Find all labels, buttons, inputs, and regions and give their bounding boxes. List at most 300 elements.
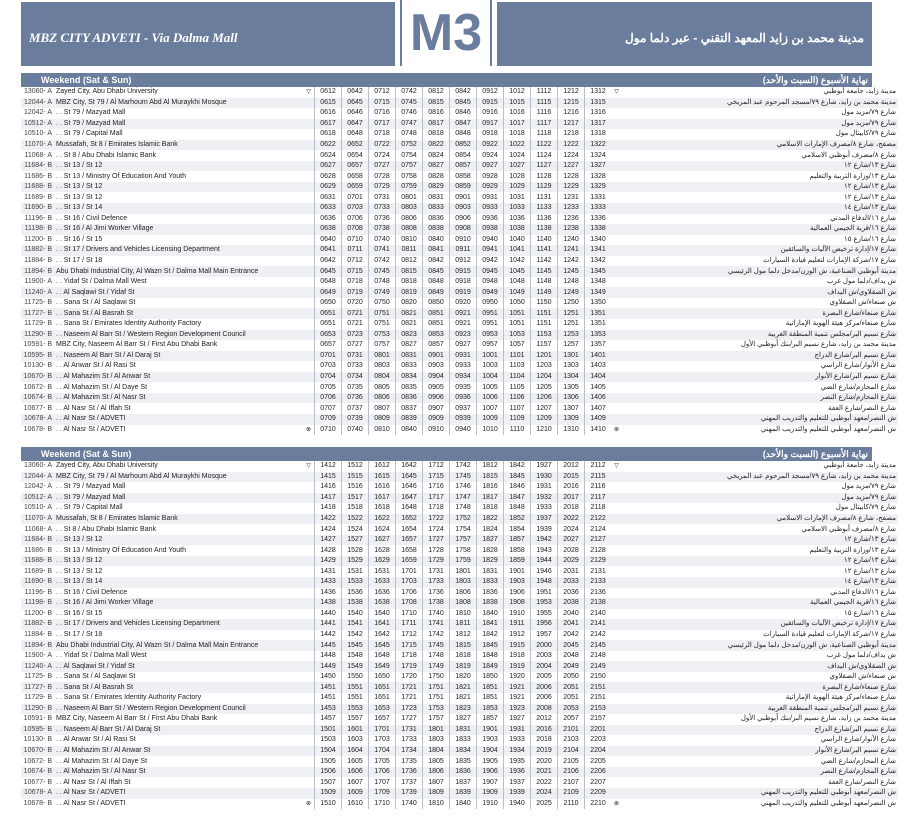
table-row [21,129,898,140]
departure-time: 1301 [558,351,585,362]
route-number: M3 [400,0,492,66]
stop-name-en: . . St 13 / St 12 [54,182,303,193]
departure-time: 0928 [477,171,504,182]
departure-time: 1645 [396,472,423,483]
departure-time: 1510 [315,799,342,810]
departure-time: 1110 [504,425,531,436]
departure-time: 1712 [423,461,450,472]
stop-flag-icon [611,129,622,140]
departure-time: 0739 [342,414,369,425]
departure-time: 1529 [342,556,369,567]
departure-time: 1740 [396,799,423,810]
departure-time: 0729 [369,182,396,193]
stop-flag-icon [303,119,315,130]
departure-time: 1303 [558,361,585,372]
departure-time: 1910 [504,609,531,620]
departure-time: 0748 [396,129,423,140]
stop-flag-icon [611,693,622,704]
table-row [21,235,898,246]
departure-time: 0750 [369,298,396,309]
departure-time: 0927 [450,340,477,351]
departure-time: 1838 [477,598,504,609]
departure-time: 0920 [450,298,477,309]
departure-time: 1422 [315,514,342,525]
departure-time: 2045 [558,640,585,651]
table-row [21,319,898,330]
departure-time: 1029 [504,182,531,193]
departure-time: 0806 [396,214,423,225]
departure-time: 1909 [477,788,504,799]
departure-time: 1858 [504,545,531,556]
departure-time: 0936 [450,393,477,404]
departure-time: 0642 [315,256,342,267]
stop-flag-icon [611,735,622,746]
departure-time: 0731 [342,351,369,362]
departure-time: 1901 [477,725,504,736]
stop-name-ar: مدينة محمد بن زايد، شارع نسيم البر/بنك أبوظبي الأول [740,341,896,349]
stop-flag-icon [611,714,622,725]
stop-name-en: . . Al Anwar St / Al Rasi St [56,736,136,744]
departure-time: 1429 [315,556,342,567]
departure-time: 1653 [369,704,396,715]
departure-time: 1322 [585,140,612,151]
departure-time: 1251 [558,308,585,319]
stop-flag-icon: ▽ [614,463,619,470]
departure-time: 1128 [531,171,558,182]
departure-time: 0824 [423,150,450,161]
departure-time: 0901 [450,192,477,203]
departure-time: 1603 [342,735,369,746]
departure-time: 1306 [558,393,585,404]
departure-time: 1939 [531,524,558,535]
departure-time: 0751 [369,308,396,319]
stop-name-en: . . Al Nasr St / Al Iffah St [56,778,131,786]
departure-time: 1053 [504,330,531,341]
table-row [21,298,898,309]
stop-flag-icon [303,277,315,288]
departure-time: 0806 [369,393,396,404]
departure-time: 0647 [342,119,369,130]
departure-time: 1910 [477,799,504,810]
table-row [21,277,898,288]
departure-time: 2027 [558,535,585,546]
departure-time: 2053 [558,704,585,715]
stop-flag-icon [303,150,315,161]
departure-time: 0847 [450,119,477,130]
departure-time: 2057 [558,714,585,725]
departure-time: 1210 [531,425,558,436]
departure-time: 0735 [342,382,369,393]
stop-flag-icon [303,403,315,414]
departure-time: 1245 [558,266,585,277]
stop-name-ar: شارع صنعاء/شارع البصرة [622,682,898,693]
stop-name-en: . . St 13 / St 12 [54,535,303,546]
departure-time: 0737 [342,403,369,414]
departure-time: 1317 [585,119,612,130]
stop-flag-icon [611,393,622,404]
departure-time: 1937 [531,514,558,525]
departure-time: 1641 [369,619,396,630]
departure-time: 0641 [315,245,342,256]
stop-name-en: . . St 79 / Capital Mall [56,130,123,138]
departure-time: 0742 [396,87,423,98]
departure-time: 0851 [423,308,450,319]
departure-time: 0707 [315,403,342,414]
departure-time: 1710 [369,799,396,810]
table-row [21,545,898,556]
departure-time: 0738 [369,224,396,235]
departure-time: 1716 [423,482,450,493]
departure-time: 0810 [369,425,396,436]
stop-name-en: . . Al Anwar St / Al Rasi St [56,362,136,370]
stop-name-en: . . St 16 / Civil Defence [56,214,128,222]
departure-time: 1216 [558,108,585,119]
departure-time: 0631 [315,192,342,203]
departure-time: 0940 [450,425,477,436]
stop-code: 10595- B [21,725,54,736]
departure-time: 2008 [531,704,558,715]
stop-flag-icon [611,414,622,425]
table-row [21,414,898,425]
departure-time: 0906 [423,393,450,404]
stop-code: 10678- B [23,425,52,433]
departure-time: 1115 [531,98,558,109]
departure-time: 1859 [504,556,531,567]
table-row [21,746,898,757]
departure-time: 1118 [531,129,558,140]
departure-time: 1201 [531,351,558,362]
stop-name-ar: مدينة أبوظبي الصناعية، ش الوزن/مدخل دلما مول الرئيسي [622,266,898,277]
departure-time: 1415 [315,472,342,483]
departure-time: 1249 [558,287,585,298]
departure-time: 1327 [585,161,612,172]
departure-time: 1631 [369,566,396,577]
stop-code: 10678- A [21,788,54,799]
departure-time: 0722 [369,140,396,151]
stop-flag-icon [611,403,622,414]
departure-time: 1646 [396,482,423,493]
departure-time: 1751 [423,693,450,704]
table-row [21,361,898,372]
departure-time: 1753 [423,704,450,715]
departure-time: 2106 [558,767,585,778]
departure-time: 1038 [504,224,531,235]
stop-flag-icon [303,308,315,319]
table-row [21,640,898,651]
stop-flag-icon [611,382,622,393]
stop-name-ar: شارع نسيم البر/شارع الأنوار [622,746,898,757]
departure-time: 0933 [450,361,477,372]
departure-time: 1324 [585,150,612,161]
departure-time: 1150 [531,298,558,309]
stop-code: 11689- B [24,567,52,575]
timetable-section-2 [21,447,896,809]
departure-time: 1505 [315,756,342,767]
departure-time: 1517 [342,493,369,504]
departure-time: 0645 [315,266,342,277]
stop-name-ar: شارع نسيم البر/شارع الدراج [622,725,898,736]
departure-time: 1746 [450,482,477,493]
table-row [21,140,898,151]
departure-time: 0950 [477,298,504,309]
departure-time: 0835 [396,382,423,393]
stop-flag-icon [611,330,622,341]
departure-time: 0745 [369,266,396,277]
stop-code: 11690- B [21,203,54,214]
departure-time: 1253 [558,330,585,341]
departure-time: 1908 [504,598,531,609]
departure-time: 2051 [558,693,585,704]
departure-time: 1747 [450,493,477,504]
stop-code: 11727- B [21,308,54,319]
departure-time: 1610 [342,799,369,810]
departure-time: 1710 [396,609,423,620]
stop-flag-icon [303,382,315,393]
departure-time: 1823 [450,704,477,715]
departure-time: 1403 [585,361,612,372]
departure-time: 1141 [531,245,558,256]
departure-time: 1815 [477,472,504,483]
departure-time: 2031 [558,566,585,577]
stop-name-ar: مدينة محمد بن زايد، شارع ٧٩/مسجد المرحوم عبد المريخي [622,98,898,109]
departure-time: 1923 [504,704,531,715]
stop-name-en: . . Sana St / Emirates Identity Authority Factory [56,320,202,328]
departure-time: 1504 [315,746,342,757]
departure-time: 1450 [315,672,342,683]
departure-time: 1628 [369,545,396,556]
stop-name-ar: مدينة محمد بن زايد، شارع ٧٩/مسجد المرحوم عبد المريخي [622,472,898,483]
departure-time: 0857 [423,340,450,351]
departure-time: 1105 [504,382,531,393]
departure-time: 2110 [558,799,585,810]
departure-time: 0708 [342,224,369,235]
stop-name-ar: شارع ١٧/شركة الإمارات لتعليم قيادة السيارات [763,257,896,265]
departure-time: 0929 [477,182,504,193]
stop-name-ar: ش يداف/دلما مول غرب [826,652,896,660]
departure-time: 1250 [558,298,585,309]
stop-name-en: . . Al Mahazim St / Al Anwar St [54,372,303,383]
departure-time: 2136 [585,588,612,599]
table-row [21,472,898,483]
departure-time: 1142 [531,256,558,267]
departure-time: 1719 [396,661,423,672]
stop-flag-icon [303,319,315,330]
departure-time: 2029 [558,556,585,567]
departure-time: 1636 [369,588,396,599]
departure-time: 1448 [315,651,342,662]
stop-flag-icon [611,287,622,298]
stop-name-ar: شارع ١٣/وزارة التربية والتعليم [809,546,896,554]
departure-time: 1509 [315,788,342,799]
departure-time: 1601 [342,725,369,736]
departure-time: 1236 [558,214,585,225]
departure-time: 1553 [342,704,369,715]
departure-time: 0758 [396,171,423,182]
departure-time: 1734 [396,746,423,757]
departure-time: 1934 [504,746,531,757]
stop-flag-icon [611,182,622,193]
table-row [21,598,898,609]
departure-time: 0804 [369,372,396,383]
stop-flag-icon [611,609,622,620]
departure-time: 1538 [342,598,369,609]
departure-time: 1638 [369,598,396,609]
departure-time: 1157 [531,340,558,351]
stop-code: 11070- A [21,514,54,525]
departure-time: 1809 [423,788,450,799]
departure-time: 1822 [477,514,504,525]
stop-code: 12044- A [21,98,54,109]
departure-time: 1904 [477,746,504,757]
departure-time: 0909 [423,414,450,425]
section-header-bar [21,73,872,87]
departure-time: 0845 [450,98,477,109]
departure-time: 1749 [423,661,450,672]
stop-name-en: . . Naseem Al Barr St / Al Daraj St [54,725,303,736]
departure-time: 1827 [477,535,504,546]
stop-flag-icon [611,514,622,525]
stop-name-en: . . St 13 / Ministry Of Education And Youth [56,172,186,180]
departure-time: 1018 [504,129,531,140]
departure-time: 2000 [531,640,558,651]
departure-time: 2104 [558,746,585,757]
departure-time: 1957 [531,630,558,641]
stop-name-en: . . St 79 / Mazyad Mall [56,109,126,117]
stop-flag-icon [303,214,315,225]
stop-flag-icon [303,414,315,425]
departure-time: 2131 [585,566,612,577]
stop-flag-icon [611,351,622,362]
departure-time: 0951 [477,308,504,319]
stop-name-en: . . St 79 / Mazyad Mall [54,119,303,130]
stop-name-ar: مدينة محمد بن زايد، شارع نسيم البر/بنك أبوظبي الأول [740,715,896,723]
stop-name-en: Zayed City, Abu Dhabi University [56,462,158,470]
stop-flag-icon [303,361,315,372]
departure-time: 1318 [585,129,612,140]
stop-code: 10512- A [21,119,54,130]
departure-time: 1406 [585,393,612,404]
stop-name-en: . . Al Nasr St / ADVETI [56,799,126,807]
stop-name-en: Zayed City, Abu Dhabi University [56,88,158,96]
departure-time: 0852 [450,140,477,151]
stop-flag-icon [611,203,622,214]
departure-time: 0624 [315,150,342,161]
departure-time: 0615 [315,98,342,109]
stop-name-en: MBZ City, St 79 / Al Marhoum Abd Al Muraykhi Mosque [54,98,303,109]
stop-code: 11686- B [24,546,52,554]
stop-flag-icon [303,482,315,493]
departure-time: 0953 [477,330,504,341]
stop-code: 10674- B [21,767,54,778]
departure-time: 0910 [423,425,450,436]
departure-time: 0924 [477,150,504,161]
stop-flag-icon [303,535,315,546]
departure-time: 2142 [585,630,612,641]
departure-time: 0645 [342,98,369,109]
departure-time: 1759 [450,556,477,567]
timetable [21,461,898,809]
departure-time: 0638 [315,224,342,235]
departure-time: 1735 [396,756,423,767]
stop-flag-icon [611,224,622,235]
stop-name-en: . . St 8 / Abu Dhabi Islamic Bank [56,151,156,159]
departure-time: 1706 [396,588,423,599]
stop-name-en: . . St 16 / St 15 [56,609,103,617]
header-title-en: MBZ CITY ADVETI - Via Dalma Mall [29,30,238,45]
stop-flag-icon [611,746,622,757]
departure-time: 1840 [450,799,477,810]
stop-code: 10130- B [23,362,52,370]
departure-time: 1442 [315,630,342,641]
departure-time: 1739 [396,788,423,799]
table-row [21,609,898,620]
stop-flag-icon [611,767,622,778]
stop-name-ar: شارع ١٣/شارع ١٤ [622,203,898,214]
departure-time: 1848 [477,651,504,662]
stop-flag-icon [611,245,622,256]
stop-name-ar: شارع ١٦/قرية الجيمي العمالية [622,224,898,235]
departure-time: 0957 [477,340,504,351]
departure-time: 0727 [342,340,369,351]
departure-time: 0648 [315,277,342,288]
stop-flag-icon [611,214,622,225]
stop-name-en: . . St 16 / Civil Defence [56,588,128,596]
stop-code: 11196- B [24,588,52,596]
stop-flag-icon [611,661,622,672]
departure-time: 1733 [396,735,423,746]
stop-code: 11882- B [21,619,54,630]
departure-time: 1829 [477,556,504,567]
departure-time: 1351 [585,308,612,319]
table-row [21,756,898,767]
departure-time: 1104 [504,372,531,383]
stop-code: 11900- A [24,652,52,660]
departure-time: 2038 [558,598,585,609]
departure-time: 1724 [423,524,450,535]
departure-time: 0723 [342,330,369,341]
stop-name-ar: شارع المحازم/شارع النصر [622,393,898,404]
departure-time: 0741 [369,245,396,256]
stop-name-en: . . Naseem Al Barr St / Al Daraj St [54,351,303,362]
departure-time: 2115 [585,472,612,483]
stop-name-en: . . Al Saqlawi St / Yidaf St [54,661,303,672]
departure-time: 0757 [396,161,423,172]
departure-time: 1017 [504,119,531,130]
departure-time: 1720 [396,672,423,683]
departure-time: 1607 [342,777,369,788]
stop-code: 12042- A [23,109,52,117]
departure-time: 1708 [396,598,423,609]
departure-time: 0916 [477,108,504,119]
departure-time: 0749 [369,287,396,298]
departure-time: 1842 [477,630,504,641]
departure-time: 1215 [558,98,585,109]
stop-flag-icon [611,566,622,577]
departure-time: 1654 [396,524,423,535]
departure-time: 1427 [315,535,342,546]
table-row [21,619,898,630]
departure-time: 2205 [585,756,612,767]
stop-code: 11725- B [24,673,52,681]
stop-flag-icon [303,493,315,504]
departure-time: 0951 [477,319,504,330]
stop-flag-icon [611,598,622,609]
stop-name-en: . . Naseem Al Barr St / Western Region Development Council [54,330,303,341]
departure-time: 0822 [423,140,450,151]
departure-time: 1417 [315,493,342,504]
departure-time: 1109 [504,414,531,425]
departure-time: 1451 [315,693,342,704]
